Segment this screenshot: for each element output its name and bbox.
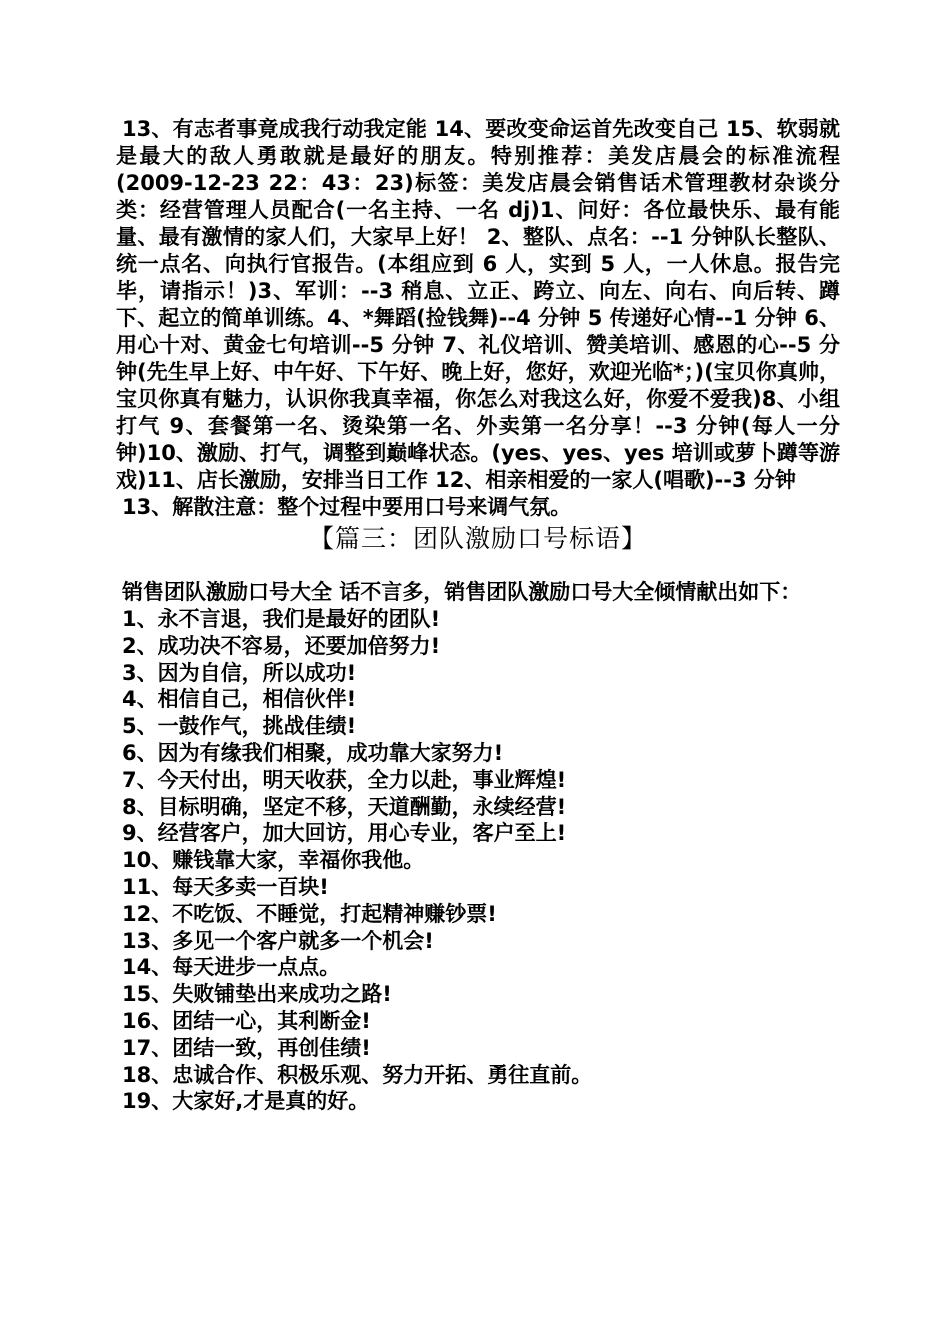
document-page xyxy=(116,116,840,1115)
list-item: 19、大家好,才是真的好。 xyxy=(122,1089,370,1114)
morning-meeting-paragraph: 13、有志者事竟成我行动我定能 14、要改变命运首先改变自己 15、软弱就是最大的敌人勇敢就是最好的朋友。特别推荐：美发店晨会的标准流程(2009-12-23 22：43：23)标签：美发店晨会销售话术管理教材杂谈分类：经营管理人员配合(一名主持、一名 dj)1、问好：各位最快乐、最有能量、最有激情的家人们，大家早上好！ 2、整队、点名：--1 分钟队长整队、统一点名、向执行官报告。(本组应到 6 人，实到 5 人，一人休息。报告完毕，请指示！)3、军训：--3 稍息、立正、跨立、向左、向右、向后转、蹲下、起立的简单训练。4、*舞蹈(捡钱舞)--4 分钟 5 传递好心情--1 分钟 6、用心十对、黄金七句培训--5 分钟 7、礼仪培训、赞美培训、感恩的心--5 分钟(先生早上好、中午好、下午好、晚上好，您好，欢迎光临*；)(宝贝你真帅，宝贝你真有魅力，认识你我真幸福，你怎么对我这么好，你爱不爱我)8、小组打气 9、套餐第一名、烫染第一名、外卖第一名分享！--3 分钟(每人一分钟)10、激励、打气，调整到巅峰状态。(yes、yes、yes 培训或萝卜蹲等游戏)11、店长激励，安排当日工作 12、相亲相爱的一家人(唱歌)--3 分钟 xyxy=(116,117,840,492)
list-item: 4、相信自己，相信伙伴! xyxy=(122,687,357,712)
list-item: 15、失败铺垫出来成功之路! xyxy=(122,982,392,1007)
list-item: 2、成功决不容易，还要加倍努力! xyxy=(122,633,441,658)
list-item: 14、每天进步一点点。 xyxy=(122,955,341,980)
list-item: 5、一鼓作气，挑战佳绩! xyxy=(122,714,357,739)
slogans-intro: 销售团队激励口号大全 话不言多，销售团队激励口号大全倾情献出如下： xyxy=(122,580,802,604)
list-item: 10、赚钱靠大家，幸福你我他。 xyxy=(122,848,425,873)
list-item: 11、每天多卖一百块! xyxy=(122,874,329,899)
closing-note: 13、解散注意：整个过程中要用口号来调气氛。 xyxy=(122,495,572,519)
list-item: 18、忠诚合作、积极乐观、努力开拓、勇往直前。 xyxy=(122,1062,593,1087)
list-item: 13、多见一个客户就多一个机会! xyxy=(122,928,434,953)
list-item: 7、今天付出，明天收获，全力以赴，事业辉煌! xyxy=(122,767,567,792)
list-item: 17、团结一致，再创佳绩! xyxy=(122,1035,371,1060)
list-item: 6、因为有缘我们相聚，成功靠大家努力! xyxy=(122,740,504,765)
list-item: 3、因为自信，所以成功! xyxy=(122,660,357,685)
list-item: 9、经营客户，加大回访，用心专业，客户至上! xyxy=(122,821,567,846)
list-item: 12、不吃饭、不睡觉，打起精神赚钞票! xyxy=(122,901,497,926)
list-item: 16、团结一心，其利断金! xyxy=(122,1008,371,1033)
list-item: 1、永不言退，我们是最好的团队! xyxy=(122,607,441,631)
slogan-list xyxy=(116,606,840,1115)
list-item: 8、目标明确，坚定不移，天道酬勤，永续经营! xyxy=(122,794,567,819)
section-title: 【篇三：团队激励口号标语】 xyxy=(308,524,647,553)
